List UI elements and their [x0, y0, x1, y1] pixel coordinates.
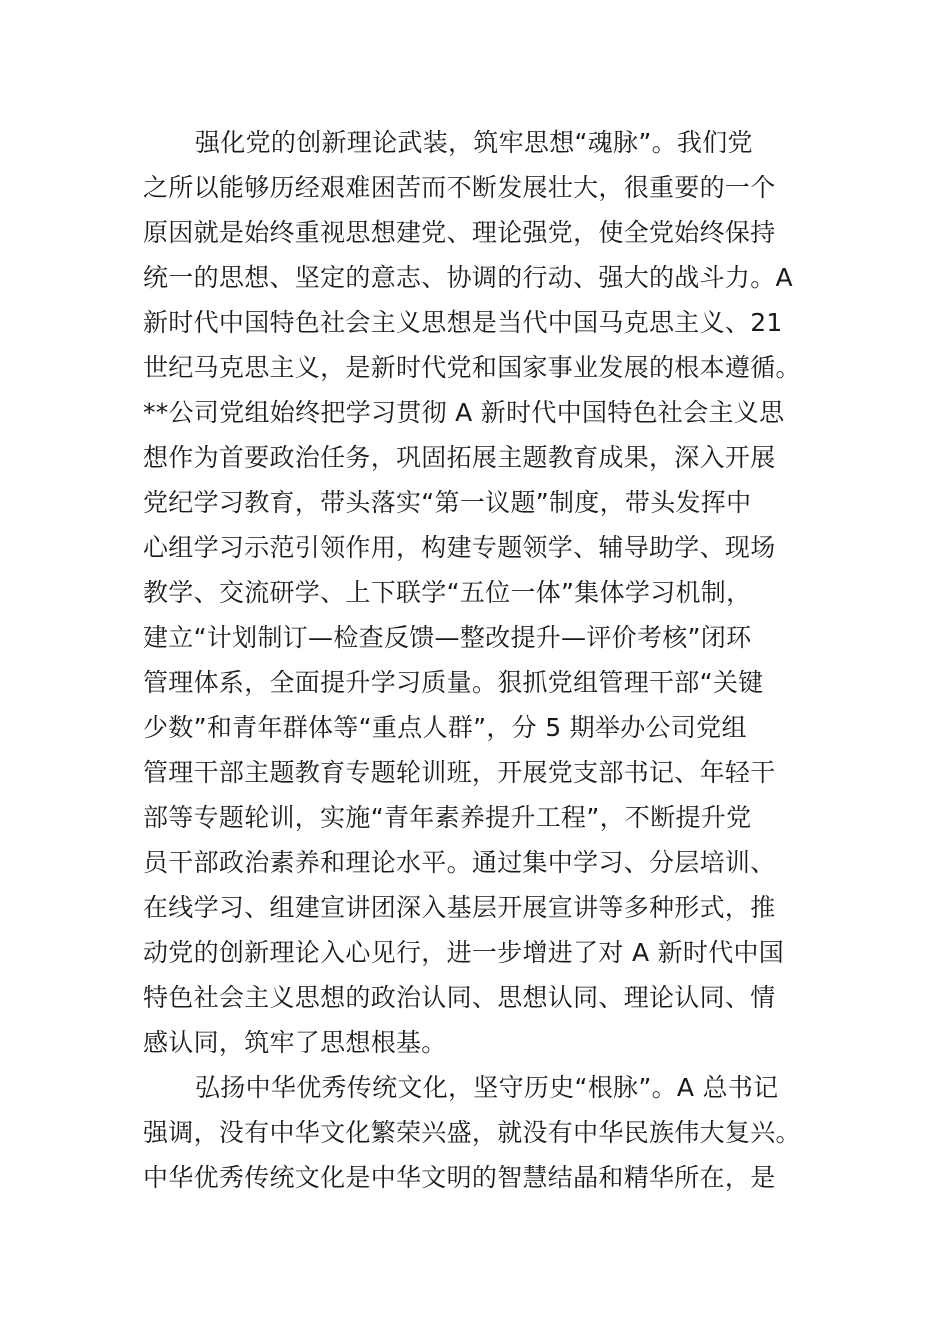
paragraph-line: 之所以能够历经艰难困苦而不断发展壮大，很重要的一个: [143, 173, 776, 202]
paragraph-line: 建立“计划制订—检查反馈—整改提升—评价考核”闭环: [143, 623, 752, 652]
paragraph-traditional-culture: [143, 1065, 809, 1200]
paragraph-line: 部等专题轮训，实施“青年素养提升工程”，不断提升党: [143, 803, 752, 832]
paragraph-line: 管理体系，全面提升学习质量。狠抓党组管理干部“关键: [143, 668, 764, 697]
paragraph-line: 特色社会主义思想的政治认同、思想认同、理论认同、情: [143, 983, 776, 1012]
paragraph-line: 心组学习示范引领作用，构建专题领学、辅导助学、现场: [143, 533, 776, 562]
paragraph-line: 中华优秀传统文化是中华文明的智慧结晶和精华所在，是: [143, 1163, 776, 1192]
paragraph-line: 强化党的创新理论武装，筑牢思想“魂脉”。我们党: [195, 128, 753, 157]
paragraph-line: 动党的创新理论入心见行，进一步增进了对 A 新时代中国: [143, 938, 785, 967]
paragraph-line: 管理干部主题教育专题轮训班，开展党支部书记、年轻干: [143, 758, 776, 787]
paragraph-line: 强调，没有中华文化繁荣兴盛，就没有中华民族伟大复兴。: [143, 1118, 801, 1147]
paragraph-line: 原因就是始终重视思想建党、理论强党，使全党始终保持: [143, 218, 776, 247]
paragraph-line: 世纪马克思主义，是新时代党和国家事业发展的根本遵循。: [143, 353, 801, 382]
paragraph-line: 在线学习、组建宣讲团深入基层开展宣讲等多种形式，推: [143, 893, 776, 922]
paragraph-innovation-theory: [143, 120, 809, 1065]
paragraph-line: 少数”和青年群体等“重点人群”，分 5 期举办公司党组: [143, 713, 747, 742]
paragraph-line: 党纪学习教育，带头落实“第一议题”制度，带头发挥中: [143, 488, 752, 517]
paragraph-line: 感认同，筑牢了思想根基。: [143, 1028, 447, 1057]
paragraph-line: 教学、交流研学、上下联学“五位一体”集体学习机制，: [143, 578, 752, 607]
paragraph-line: 弘扬中华优秀传统文化，坚守历史“根脉”。A 总书记: [195, 1073, 779, 1102]
paragraph-line: 想作为首要政治任务，巩固拓展主题教育成果，深入开展: [143, 443, 776, 472]
paragraph-line: **公司党组始终把学习贯彻 A 新时代中国特色社会主义思: [143, 398, 785, 427]
paragraph-line: 新时代中国特色社会主义思想是当代中国马克思主义、21: [143, 308, 783, 337]
document-body: [143, 120, 809, 1200]
paragraph-line: 员干部政治素养和理论水平。通过集中学习、分层培训、: [143, 848, 776, 877]
paragraph-line: 统一的思想、坚定的意志、协调的行动、强大的战斗力。A: [143, 263, 793, 292]
